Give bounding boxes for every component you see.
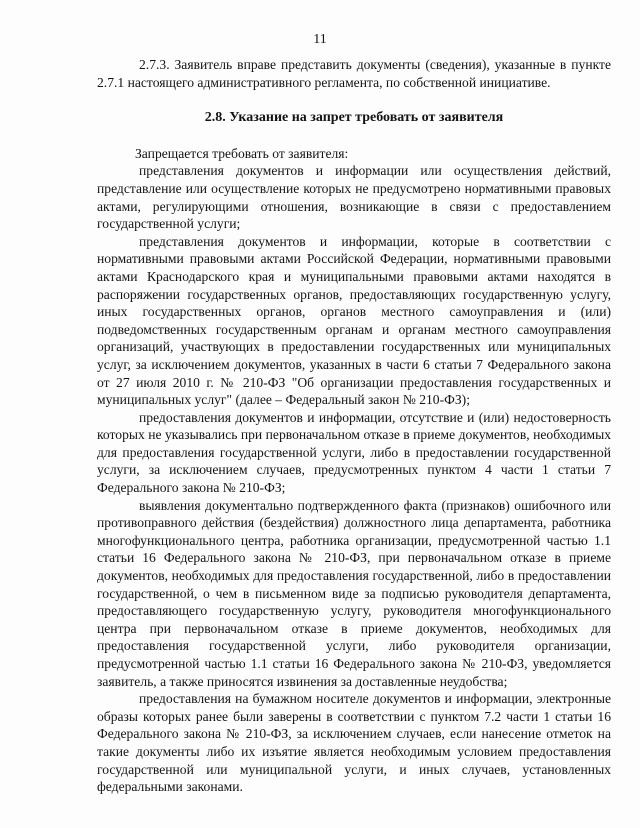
page-number: 11: [313, 32, 327, 47]
prohibition-item: представления документов и информации, которые в соответствии с нормативными правовыми актами Российской Федерации, нормативными правовыми актами Краснодарского края и муниципальными правовыми актами находятся в распоряжении государственных органов, предоставляющих государственную услугу, иных государственных органов, органов местного самоуправления и (или) подведомственных государственным органам и органам местного самоуправления организаций, участвующих в предоставлении государственных или муниципальных услуг, за исключением документов, указанных в части 6 статьи 7 Федерального закона от 27 июля 2010 г. № 210-ФЗ "Об организации предоставления государственных и муниципальных услуг" (далее – Федеральный закон № 210-ФЗ);: [97, 233, 611, 408]
prohibition-intro: Запрещается требовать от заявителя:: [135, 145, 349, 161]
prohibition-item: выявления документально подтвержденного факта (признаков) ошибочного или противоправного действия (бездействия) должностного лица департамента, работника многофункционального центра, работника организации, предусмотренной частью 1.1 статьи 16 Федерального закона № 210-ФЗ, при первоначальном отказе в приеме документов, необходимых для предоставления государственной, либо в предоставлении государственной, о чем в письменном виде за подписью руководителя департамента, предоставляющего государственную услугу, руководителя многофункционального центра при первоначальном отказе в приеме документов, необходимых для предоставления государственной услуги, либо руководителя организации, предусмотренной частью 1.1 статьи 16 Федерального закона № 210-ФЗ, уведомляется заявитель, а также приносятся извинения за доставленные неудобства;: [97, 497, 611, 689]
prohibition-item: представления документов и информации или осуществления действий, представление или осуществление которых не предусмотрено нормативными правовых актами, регулирующими отношения, возникающие в связи с предоставлением государственной услуги;: [97, 163, 611, 232]
prohibition-item: предоставления документов и информации, отсутствие и (или) недостоверность которых не указывались при первоначальном отказе в приеме документов, необходимых для предоставления государственной услуги, либо в предоставлении государственной услуги, за исключением случаев, предусмотренных пунктом 4 части 1 статьи 7 Федерального закона № 210-ФЗ;: [97, 409, 611, 496]
prohibition-item: предоставления на бумажном носителе документов и информации, электронные образы которых ранее были заверены в соответствии с пунктом 7.2 части 1 статьи 16 Федерального закона № 210-ФЗ, за исключением случаев, если нанесение отметок на такие документы либо их изъятие является необходимым условием предоставления государственной или муниципальной услуги, и иных случаев, установленных федеральными законами.: [97, 691, 611, 795]
paragraph-2-7-3: 2.7.3. Заявитель вправе представить документы (сведения), указанные в пункте 2.7.1 настоящего административного регламента, по собственной инициативе.: [97, 57, 611, 90]
document-body: [97, 56, 611, 796]
section-heading: 2.8. Указание на запрет требовать от заявителя: [204, 110, 504, 126]
